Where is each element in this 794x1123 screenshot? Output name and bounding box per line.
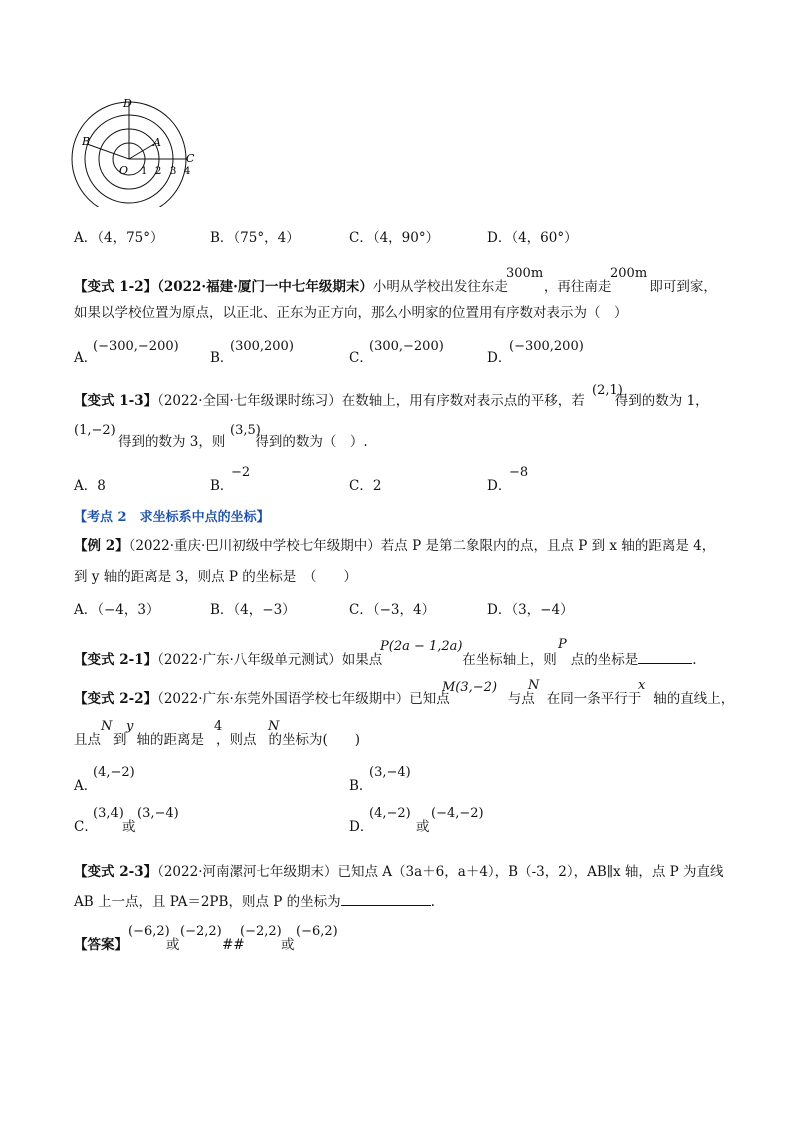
- q2-2-opt-a-label: A．: [74, 778, 98, 794]
- q1-3-pair3: (3,5): [230, 423, 261, 438]
- q2-2-line2-a: 且点: [74, 732, 101, 748]
- q2-2-opt-b-value: (3,−4): [369, 765, 411, 780]
- q1-2-opt-b-value: (300,200): [230, 339, 294, 354]
- q1-2-opt-c-label: C．: [349, 350, 373, 366]
- q2-1-tag: 【变式 2-1】: [74, 652, 158, 668]
- answer-value-4: (−6,2): [296, 924, 338, 939]
- q1-2-source: （2022·福建·厦门一中七年级期末）: [157, 279, 373, 295]
- q1-2-line2: 如果以学校位置为原点，以正北、正东为正方向，那么小明家的位置用有序数对表示为（ ）: [74, 305, 628, 321]
- q2-2-opt-d-value-2: (−4,−2): [431, 806, 484, 821]
- q2-2-y: y: [126, 719, 134, 734]
- label-a: A: [153, 136, 161, 149]
- q2-1-answer-blank[interactable]: [638, 649, 692, 664]
- q1-3-source: （2022·全国·七年级课时练习）: [157, 393, 342, 409]
- q1-2-text-a: 小明从学校出发往东走: [372, 279, 508, 295]
- ex2-option-d: D．（3，−4）: [487, 602, 574, 618]
- answer-tag: 【答案】: [74, 937, 128, 953]
- q2-3-line2: [74, 891, 435, 911]
- ex2-tag: 【例 2】: [74, 538, 129, 554]
- q2-3-line2-b: .: [430, 894, 435, 910]
- q1-3-text-a: 在数轴上，用有序数对表示点的平移，若: [341, 393, 585, 409]
- q2-2-opt-c-or: 或: [122, 819, 136, 835]
- section-heading-kaodian-2: 【考点 2 求坐标系中点的坐标】: [74, 510, 270, 525]
- label-4: 4: [184, 166, 191, 177]
- q2-2-line1: [74, 690, 734, 708]
- q2-3-tag: 【变式 2-3】: [74, 864, 158, 880]
- q2-1-text-b: 在坐标轴上，则: [462, 652, 557, 668]
- label-c: C: [186, 152, 195, 165]
- q2-3-line1: [74, 863, 724, 881]
- q2-2-opt-a-value: (4,−2): [93, 765, 135, 780]
- q2-1-text-c: 点的坐标是: [570, 652, 639, 668]
- q2-1-point: P(2a − 1,2a): [380, 639, 463, 654]
- ex2-option-a: A．（−4，3）: [74, 602, 160, 618]
- q1-1-option-a: A．（4，75°）: [74, 230, 164, 246]
- answer-value-3: (−2,2): [240, 924, 282, 939]
- answer-separator: ##: [222, 937, 245, 953]
- q2-2-text-d: 轴的直线上，: [653, 691, 735, 707]
- q1-3-text-c: 得到的数为 3，则: [118, 434, 226, 450]
- q1-1-option-d: D．（4，60°）: [487, 230, 578, 246]
- q2-1-p: P: [558, 637, 567, 652]
- ex2-source: （2022·重庆·巴川初级中学校七年级期中）: [128, 538, 381, 554]
- polar-figure: [66, 92, 196, 207]
- q1-2-text-b: ，再往南走: [543, 279, 612, 295]
- ex2-option-c: C．（−3，4）: [349, 602, 436, 618]
- q1-1-option-c: C．（4，90°）: [349, 230, 440, 246]
- q2-2-opt-d-value-1: (4,−2): [369, 806, 411, 821]
- label-d: D: [123, 97, 132, 110]
- q2-3-line2-a: AB 上一点，且 PA＝2PB，则点 P 的坐标为: [74, 894, 341, 910]
- q1-1-option-b: B．（75°，4）: [210, 230, 300, 246]
- label-1: 1: [141, 166, 148, 177]
- q1-3-text-b: 得到的数为 1，: [614, 393, 709, 409]
- q2-2-x: x: [638, 678, 646, 693]
- q2-2-text-c: 在同一条平行于: [546, 691, 642, 707]
- q2-2-line2-e: 的坐标为( ): [268, 732, 361, 748]
- q1-3-option-c: C．2: [349, 478, 382, 494]
- q2-2-line2-d: ，则点: [216, 732, 257, 748]
- q2-2-four: 4: [214, 719, 223, 734]
- ray-oa: [129, 144, 154, 159]
- q1-2-dist1: 300m: [506, 266, 544, 281]
- q2-1-end: .: [692, 652, 697, 668]
- q1-3-tag: 【变式 1-3】: [74, 393, 158, 409]
- q1-2-opt-d-label: D．: [487, 350, 512, 366]
- q1-2-opt-d-value: (−300,200): [509, 339, 584, 354]
- ex2-line1: [74, 537, 715, 555]
- q2-2-point-m: M(3,−2): [442, 680, 498, 695]
- q2-2-n3: N: [268, 719, 280, 734]
- ex2-line2: 到 y 轴的距离是 3，则点 P 的坐标是 （ ）: [74, 569, 358, 585]
- q1-3-text-d: 得到的数为（ ）.: [255, 434, 368, 450]
- q2-2-n1: N: [528, 678, 540, 693]
- q1-3-option-b-value: −2: [231, 465, 251, 480]
- q2-3-answer-blank[interactable]: [341, 891, 431, 906]
- q2-3-source: （2022·河南漯河七年级期末）: [157, 864, 338, 880]
- q1-3-option-a: A．8: [74, 478, 106, 494]
- q2-1-source: （2022·广东·八年级单元测试）: [157, 652, 342, 668]
- q1-3-pair2: (1,−2): [74, 423, 116, 438]
- answer-or-1: 或: [166, 937, 180, 953]
- q2-2-n2: N: [101, 719, 113, 734]
- q2-2-line2-b: 到: [113, 732, 127, 748]
- q1-2-opt-b-label: B．: [210, 350, 234, 366]
- answer-value-2: (−2,2): [180, 924, 222, 939]
- q1-2-text-c: 即可到家，: [649, 279, 717, 295]
- label-b: B: [82, 135, 91, 148]
- q1-2-opt-a-value: (−300,−200): [93, 339, 179, 354]
- q2-2-source: （2022·广东·东莞外国语学校七年级期中）: [157, 691, 410, 707]
- q1-3-pair1: (2,1): [592, 383, 623, 398]
- q2-2-opt-d-label: D．: [349, 819, 374, 835]
- q1-3-option-b: B．: [210, 478, 234, 494]
- q1-2-dist2: 200m: [610, 266, 648, 281]
- q1-3-option-d-value: −8: [509, 465, 529, 480]
- q2-2-text-a: 已知点: [409, 691, 450, 707]
- q2-2-tag: 【变式 2-2】: [74, 691, 158, 707]
- q1-3-option-d: D．: [487, 478, 512, 494]
- q2-2-opt-b-label: B．: [349, 778, 373, 794]
- ex2-line1-text: 若点 P 是第二象限内的点，且点 P 到 x 轴的距离是 4，: [380, 538, 716, 554]
- answer-value-1: (−6,2): [128, 924, 170, 939]
- q1-2-opt-a-label: A．: [74, 350, 98, 366]
- q2-1-text-a: 如果点: [341, 652, 383, 668]
- label-3: 3: [170, 166, 177, 177]
- q1-2-tag: 【变式 1-2】: [74, 279, 158, 295]
- q2-3-line1-text: 已知点 A（3a＋6，a＋4），B（-3，2），AB∥x 轴，点 P 为直线: [337, 864, 724, 880]
- label-o: O: [119, 164, 129, 177]
- q1-2-opt-c-value: (300,−200): [369, 339, 444, 354]
- q2-2-opt-c-label: C．: [74, 819, 98, 835]
- q2-2-opt-c-value-1: (3,4): [93, 806, 124, 821]
- label-2: 2: [155, 166, 162, 177]
- q2-2-line2-c: 轴的距离是: [136, 732, 204, 748]
- q2-2-opt-c-value-2: (3,−4): [137, 806, 179, 821]
- q2-2-text-b: 与点: [507, 691, 535, 707]
- q2-2-opt-d-or: 或: [416, 819, 430, 835]
- q1-3-line2: [74, 433, 368, 451]
- answer-or-2: 或: [281, 937, 295, 953]
- ex2-option-b: B．（4，−3）: [210, 602, 296, 618]
- ray-ob: [87, 144, 129, 159]
